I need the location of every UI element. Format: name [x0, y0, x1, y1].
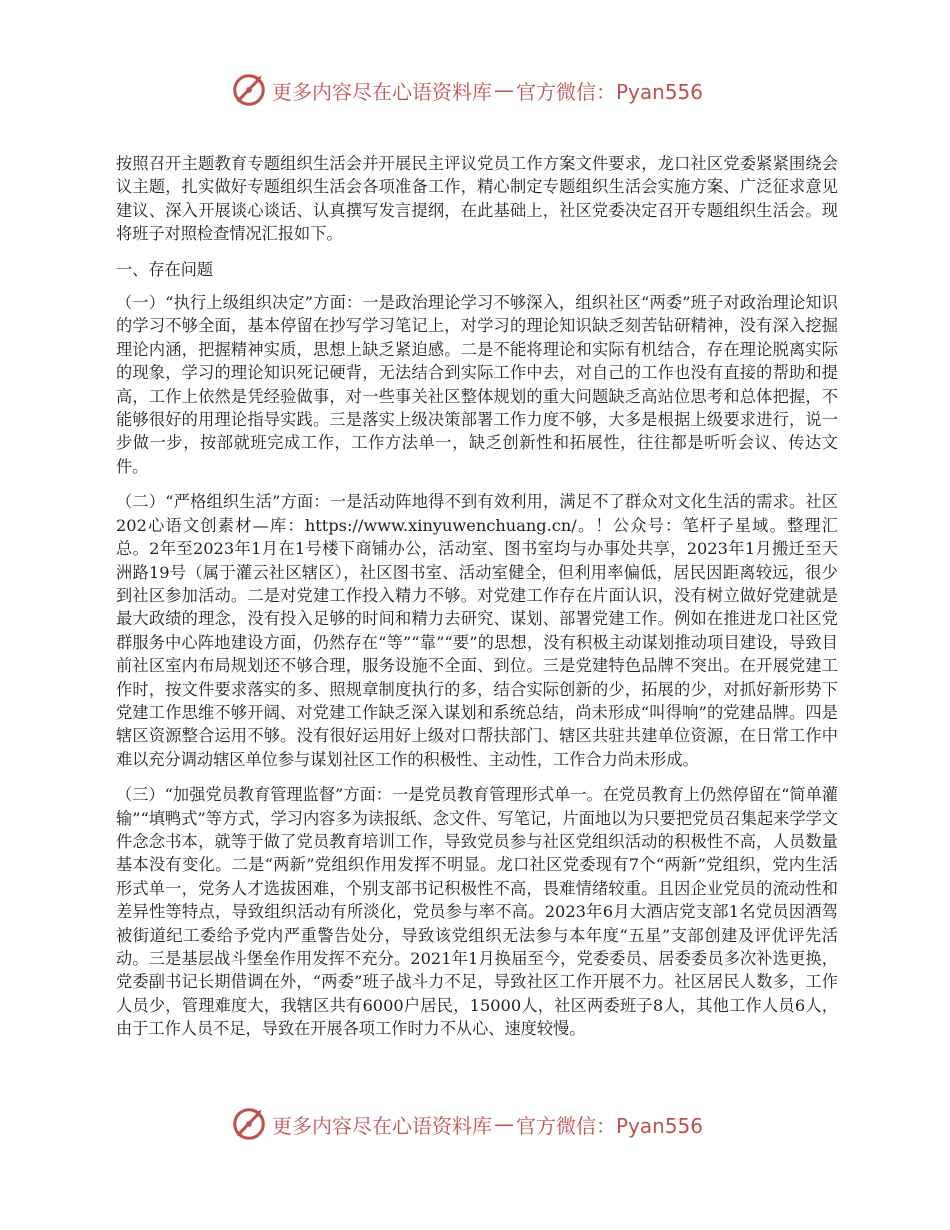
banner-title: 更多内容尽在心语资料库	[272, 79, 492, 104]
intro-paragraph: 按照召开主题教育专题组织生活会并开展民主评议党员工作方案文件要求，龙口社区党委紧紧围绕会议主题，扎实做好专题组织生活会各项准备工作，精心制定专题组织生活会实施方案、广泛征求意见建议、深入开展谈心谈话、认真撰写发言提纲，在此基础上，社区党委决定召开专题组织生活会。现将班子对照检查情况汇报如下。	[116, 154, 838, 244]
banner-contact: 官方微信：Pyan556	[516, 79, 704, 104]
section-paragraph-3: （三）“加强党员教育管理监督”方面：一是党员教育管理形式单一。在党员教育上仍然停留在“简单灌输”“填鸭式”等方式，学习内容多为读报纸、念文件、写笔记，片面地以为只要把党员召集起来学学文件念念书本，就等于做了党员教育培训工作，导致党员参与社区党组织活动的积极性不高，人员数量基本没有变化。二是“两新”党组织作用发挥不明显。龙口社区党委现有7个“两新”党组织，党内生活形式单一，党务人才选拔困难，个别支部书记积极性不高，畏难情绪较重。且因企业党员的流动性和差异性等特点，导致组织活动有所淡化，党员参与率不高。2023年6月大酒店党支部1名党员因酒驾被街道纪工委给予党内严重警告处分，导致该党组织无法参与本年度“五星”支部创建及评优评先活动。三是基层战斗堡垒作用发挥不充分。2021年1月换届至今，党委委员、居委委员多次补选更换，党委副书记长期借调在外，“两委”班子战斗力不足，导致社区工作开展不力。社区居民人数多，工作人员少，管理难度大，我辖区共有6000户居民，15000人，社区两委班子8人，其他工作人员6人，由于工作人员不足，导致在开展各项工作时力不从心、速度较慢。	[116, 785, 838, 1039]
banner-contact: 官方微信：Pyan556	[516, 1113, 704, 1138]
section-heading: 一、存在问题	[116, 259, 214, 279]
banner-separator: —	[494, 1112, 514, 1136]
banner-title: 更多内容尽在心语资料库	[272, 1113, 492, 1138]
footer-watermark-banner	[230, 1104, 710, 1144]
pen-logo-icon	[230, 1105, 268, 1143]
header-watermark-banner	[230, 70, 710, 110]
document-body	[116, 152, 838, 1053]
pen-logo-icon	[230, 71, 268, 109]
section-paragraph-2: （二）“严格组织生活”方面：一是活动阵地得不到有效利用，满足不了群众对文化生活的需求。社区202心语文创素材—库：https://www.xinyuwenchuang.cn/。！公众号：笔杆子星域。整理汇总。2年至2023年1月在1号楼下商铺办公，活动室、图书室均与办事处共享，2023年1月搬迁至天洲路19号（属于灌云社区辖区），社区图书室、活动室健全，但利用率偏低，居民因距离较远，很少到社区参加活动。二是对党建工作投入精力不够。对党建工作存在片面认识，没有树立做好党建就是最大政绩的理念，没有投入足够的时间和精力去研究、谋划、部署党建工作。例如在推进龙口社区党群服务中心阵地建设方面，仍然存在“等”“靠”“要”的思想，没有积极主动谋划推动项目建设，导致目前社区室内布局规划还不够合理，服务设施不全面、到位。三是党建特色品牌不突出。在开展党建工作时，按文件要求落实的多、照规章制度执行的多，结合实际创新的少，拓展的少，对抓好新形势下党建工作思维不够开阔、对党建工作缺乏深入谋划和系统总结，尚未形成“叫得响”的党建品牌。四是辖区资源整合运用不够。没有很好运用好上级对口帮扶部门、辖区共驻共建单位资源，在日常工作中难以充分调动辖区单位参与谋划社区工作的积极性、主动性，工作合力尚未形成。	[116, 492, 838, 769]
banner-separator: —	[494, 78, 514, 102]
section-paragraph-1: （一）“执行上级组织决定”方面：一是政治理论学习不够深入，组织社区“两委”班子对政治理论知识的学习不够全面，基本停留在抄写学习笔记上，对学习的理论知识缺乏刻苦钻研精神，没有深入挖掘理论内涵，把握精神实质，思想上缺乏紧迫感。二是不能将理论和实际有机结合，存在理论脱离实际的现象，学习的理论知识死记硬背，无法结合到实际工作中去，对自己的工作也没有直接的帮助和提高，工作上依然是凭经验做事，对一些事关社区整体规划的重大问题缺乏高站位思考和总体把握，不能够很好的用理论指导实践。三是落实上级决策部署工作力度不够，大多是根据上级要求进行，说一步做一步，按部就班完成工作，工作方法单一，缺乏创新性和拓展性，往往都是听听会议、传达文件。	[116, 293, 838, 476]
